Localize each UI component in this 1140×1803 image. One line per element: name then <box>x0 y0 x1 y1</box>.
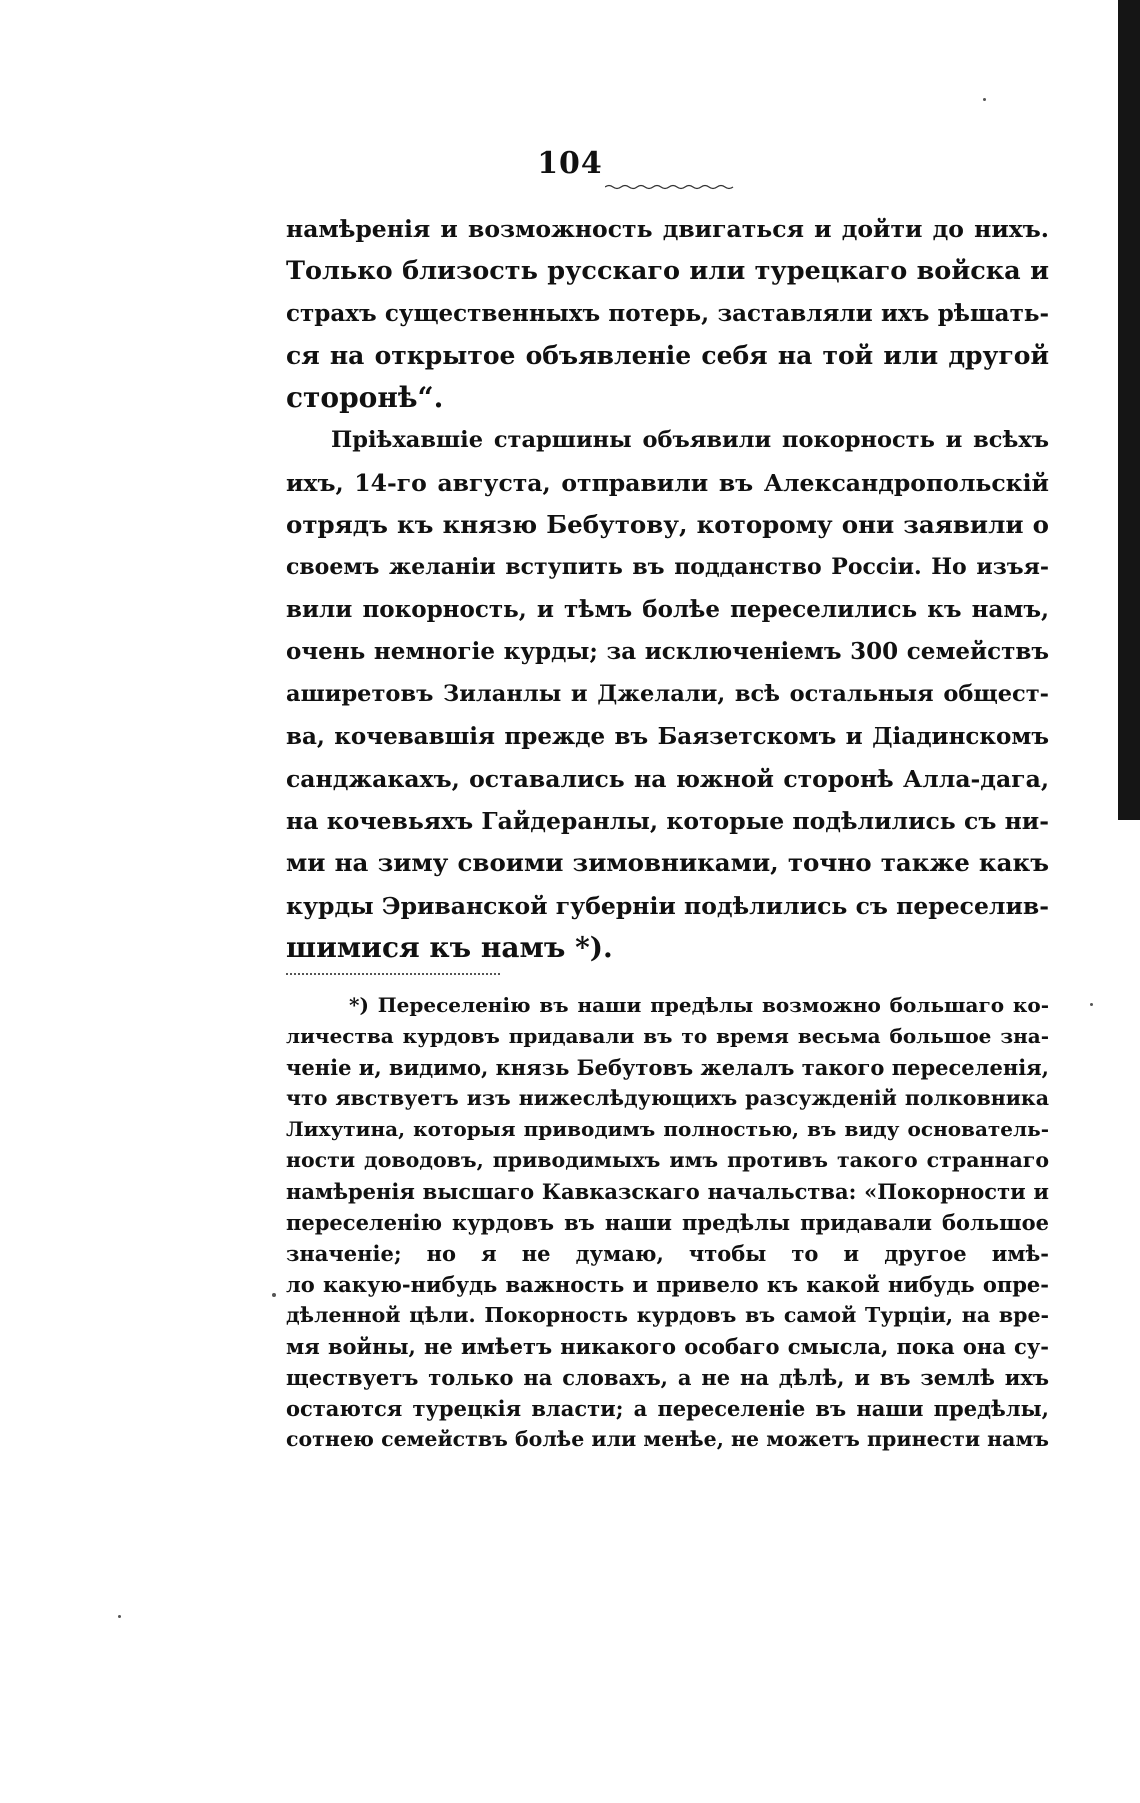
text-line: очень немногіе курды; за исключеніемъ 300 семействъ <box>286 637 1049 665</box>
text-line: Только близость русскаго или турецкаго войска и <box>286 256 1049 287</box>
text-line: намѣренія и возможность двигаться и дойти до нихъ. <box>286 215 1049 243</box>
footnote-line: личества курдовъ придавали въ то время весьма большое зна- <box>286 1024 1049 1048</box>
page-edge-bar <box>1118 0 1140 820</box>
footnote-line: ществуетъ только на словахъ, а не на дѣлѣ, и въ землѣ ихъ <box>286 1365 1049 1390</box>
text-line: отрядъ къ князю Бебутову, которому они заявили о <box>286 510 1049 540</box>
footnote-line: мя войны, не имѣетъ никакого особаго смысла, пока она су- <box>286 1334 1049 1359</box>
text-line: курды Эриванской губерніи подѣлились съ переселив- <box>286 891 1049 920</box>
main-text <box>286 208 1049 969</box>
footnote-line: что явствуетъ изъ нижеслѣдующихъ разсужденій полковника <box>286 1086 1049 1110</box>
footnote-line: ности доводовъ, приводимыхъ имъ противъ такого страннаго <box>286 1148 1049 1172</box>
scan-speck <box>272 1293 276 1297</box>
footnote-line: сотнею семействъ болѣе или менѣе, не можетъ принести намъ <box>286 1427 1049 1451</box>
footnote-line: значеніе; но я не думаю, чтобы то и другое имѣ- <box>286 1241 1049 1266</box>
footnote-line: дѣленной цѣли. Покорность курдовъ въ самой Турціи, на вре- <box>286 1303 1049 1327</box>
page-number: 104 <box>537 146 603 181</box>
scan-speck <box>983 98 986 101</box>
text-line: на кочевьяхъ Гайдеранлы, которые подѣлились съ ни- <box>286 807 1049 836</box>
text-line: ся на открытое объявленіе себя на той или другой <box>286 340 1049 370</box>
text-line: санджакахъ, оставались на южной сторонѣ Алла-дага, <box>286 764 1049 793</box>
text-line: Пріѣхавшіе старшины объявили покорность и всѣхъ <box>331 427 1049 454</box>
footnote-line: намѣренія высшаго Кавказскаго начальства: «Покорности и <box>286 1179 1049 1204</box>
footnote-line: ло какую-нибудь важность и привело къ какой нибудь опре- <box>286 1272 1049 1297</box>
footnote-line: остаются турецкія власти; а переселеніе въ наши предѣлы, <box>286 1396 1049 1421</box>
footnote-line: Лихутина, которыя приводимъ полностью, въ виду основатель- <box>286 1117 1049 1141</box>
text-line: ихъ, 14-го августа, отправили въ Александропольскій <box>286 468 1049 497</box>
text-line: шимися къ намъ *). <box>286 931 613 965</box>
text-line: ми на зиму своими зимовниками, точно также какъ <box>286 848 1049 878</box>
text-line: страхъ существенныхъ потерь, заставляли ихъ рѣшать- <box>286 299 1049 327</box>
scan-speck <box>1090 1003 1093 1006</box>
text-line: своемъ желаніи вступить въ подданство Россіи. Но изъя- <box>286 554 1049 581</box>
text-line: сторонѣ“. <box>286 381 444 415</box>
footnote-line: переселенію курдовъ въ наши предѣлы придавали большое <box>286 1210 1049 1235</box>
footnote-line: ченіе и, видимо, князь Бебутовъ желалъ такого переселенія, <box>286 1055 1049 1080</box>
text-line: аширетовъ Зиланлы и Джелали, всѣ остальныя общест- <box>286 681 1049 708</box>
footnote-divider <box>286 973 500 975</box>
page-number-ornament <box>605 184 735 190</box>
footnote-line: *) Переселенію въ наши предѣлы возможно большаго ко- <box>349 993 1049 1017</box>
text-line: вили покорность, и тѣмъ болѣе переселились къ намъ, <box>286 595 1049 623</box>
text-line: ва, кочевавшія прежде въ Баязетскомъ и Діадинскомъ <box>286 722 1049 750</box>
scan-speck <box>118 1615 121 1618</box>
footnote <box>286 990 1049 1455</box>
